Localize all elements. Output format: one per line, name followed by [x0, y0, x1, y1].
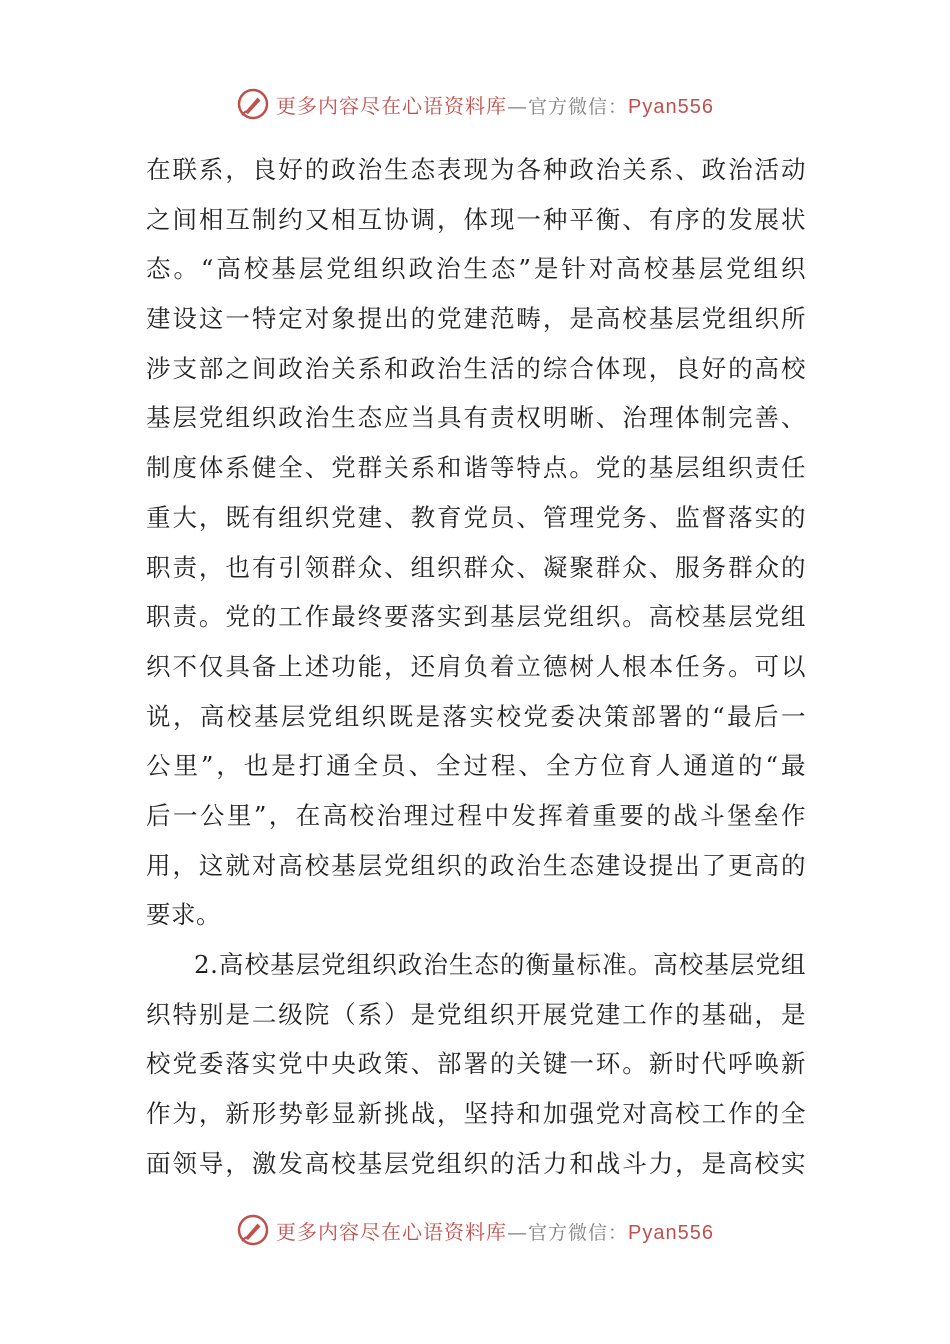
pen-nib-icon	[236, 87, 270, 121]
header-banner	[0, 84, 950, 124]
text-line: 职责，也有引领群众、组织群众、凝聚群众、服务群众的	[146, 552, 806, 582]
text-line: 重大，既有组织党建、教育党员、管理党务、监督落实的	[146, 502, 806, 532]
banner-dash: —	[507, 1219, 528, 1244]
text-line: 面领导，激发高校基层党组织的活力和战斗力，是高校实	[146, 1148, 806, 1178]
text-line: 之间相互制约又相互协调，体现一种平衡、有序的发展状	[146, 204, 806, 234]
text-line: 织不仅具备上述功能，还肩负着立德树人根本任务。可以	[146, 651, 806, 681]
text-line: 公里”，也是打通全员、全过程、全方位育人通道的“最	[146, 751, 806, 781]
text-line: 织特别是二级院（系）是党组织开展党建工作的基础，是	[146, 999, 806, 1029]
banner-sub-text: 官方微信：	[528, 1221, 629, 1244]
text-line: 建设这一特定对象提出的党建范畴，是高校基层党组织所	[146, 304, 806, 334]
text-line: 作为，新形势彰显新挑战，坚持和加强党对高校工作的全	[146, 1099, 806, 1129]
banner-wechat-id: Pyan556	[628, 95, 714, 118]
pen-nib-icon	[236, 1213, 270, 1247]
paragraph-2	[146, 940, 806, 1188]
text-line: 校党委落实党中央政策、部署的关键一环。新时代呼唤新	[146, 1049, 806, 1079]
text-line: 在联系，良好的政治生态表现为各种政治关系、政治活动	[146, 155, 806, 184]
text-line: 要求。	[146, 900, 221, 930]
banner-wechat-id: Pyan556	[628, 1221, 714, 1244]
banner-text	[276, 90, 714, 119]
banner-text	[276, 1216, 714, 1245]
text-line: 用，这就对高校基层党组织的政治生态建设提出了更高的	[146, 850, 806, 880]
text-line: 基层党组织政治生态应当具有责权明晰、治理体制完善、	[146, 403, 806, 433]
text-line: 后一公里”，在高校治理过程中发挥着重要的战斗堡垒作	[146, 800, 806, 830]
text-line: 制度体系健全、党群关系和谐等特点。党的基层组织责任	[146, 453, 806, 483]
footer-banner	[0, 1210, 950, 1250]
banner-sub-text: 官方微信：	[528, 95, 629, 118]
text-line: 2.高校基层党组织政治生态的衡量标准。高校基层党组	[194, 950, 806, 979]
banner-dash: —	[507, 93, 528, 118]
banner-main-text: 更多内容尽在心语资料库	[276, 1219, 507, 1244]
banner-main-text: 更多内容尽在心语资料库	[276, 93, 507, 118]
text-line: 涉支部之间政治关系和政治生活的综合体现，良好的高校	[146, 353, 806, 383]
document-body	[146, 145, 806, 1188]
text-line: 说，高校基层党组织既是落实校党委决策部署的“最后一	[146, 701, 806, 731]
paragraph-1	[146, 145, 806, 940]
text-line: 职责。党的工作最终要落实到基层党组织。高校基层党组	[146, 602, 806, 632]
text-line: 态。“高校基层党组织政治生态”是针对高校基层党组织	[146, 254, 806, 284]
